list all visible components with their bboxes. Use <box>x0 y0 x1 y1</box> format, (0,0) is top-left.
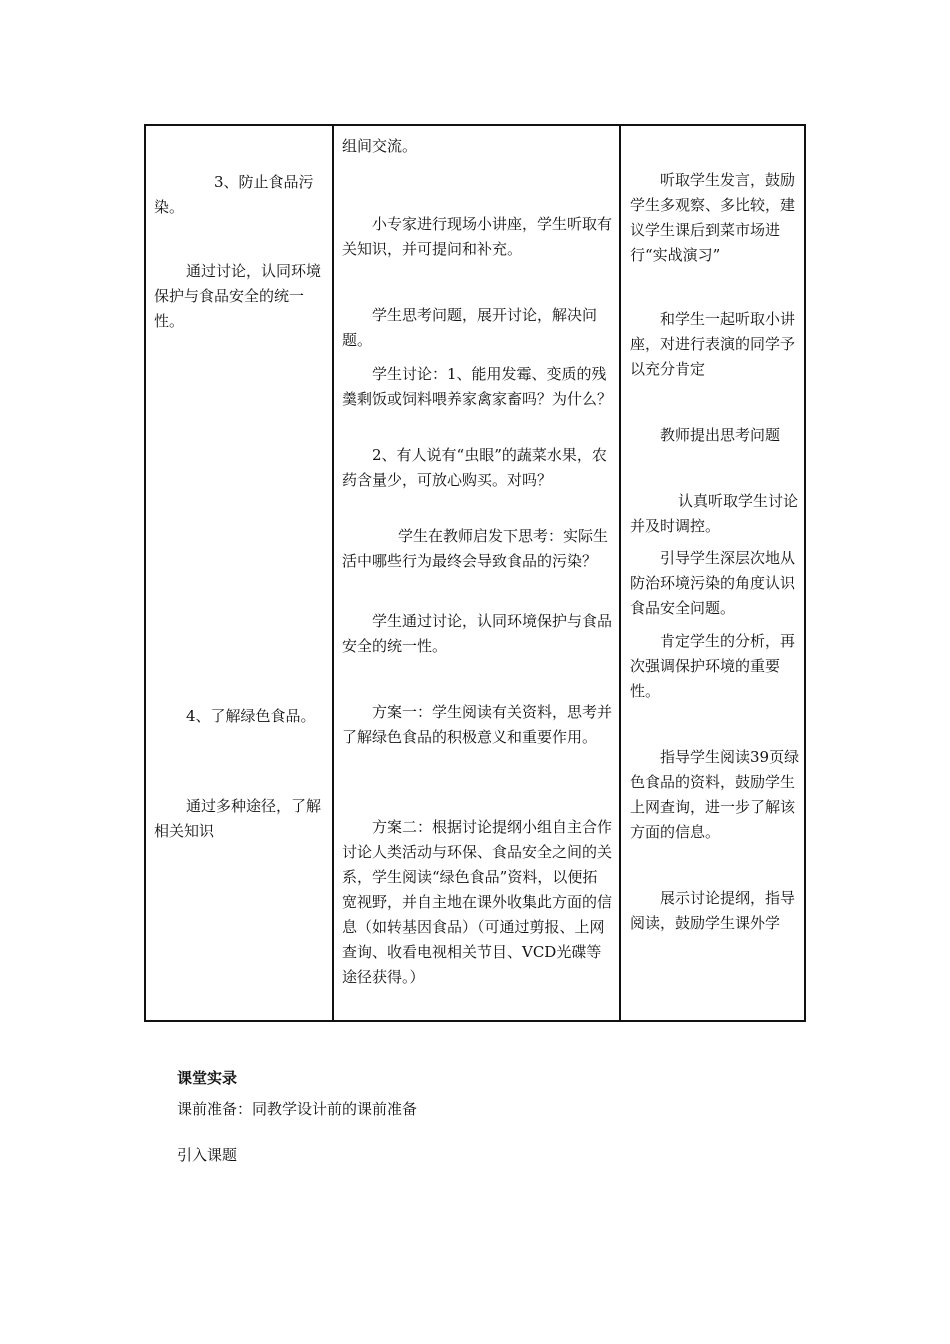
table-divider-1 <box>332 124 334 1022</box>
col3-affirm-analysis: 肯定学生的分析，再次强调保护环境的重要性。 <box>630 632 796 700</box>
item3-goal: 通过讨论，认同环境保护与食品安全的统一性。 <box>154 262 322 330</box>
col3-guide-reading: 指导学生阅读39页绿色食品的资料，鼓励学生上网查询，进一步了解该方面的信息。 <box>630 748 800 841</box>
col3-guide-deep: 引导学生深层次地从防治环境污染的角度认识食品安全问题。 <box>630 549 796 617</box>
col2-expert-lecture: 小专家进行现场小讲座，学生听取有关知识，并可提问和补充。 <box>342 215 613 258</box>
item3-title: 3、防止食品污染。 <box>154 173 314 216</box>
pre-class-preparation: 课前准备：同教学设计前的课前准备 <box>177 1100 418 1118</box>
col3-listen-students: 听取学生发言，鼓励学生多观察、多比较，建议学生课后到菜市场进行“实战演习” <box>630 171 796 264</box>
introduce-topic: 引入课题 <box>177 1146 238 1164</box>
col2-plan-two: 方案二：根据讨论提纲小组自主合作讨论人类活动与环保、食品安全之间的关系，学生阅读“绿色食品”资料，以便拓宽视野，并自主地在课外收集此方面的信息（如转基因食品）（可通过剪报、上网查询、收看电视相关节目、VCD光碟等途径获得。） <box>342 818 613 986</box>
table-divider-2 <box>619 124 621 1022</box>
col2-discussion-q2: 2、有人说有“虫眼”的蔬菜水果，农药含量少，可放心购买。对吗？ <box>342 446 607 489</box>
col3-listen-discussion: 认真听取学生讨论并及时调控。 <box>630 492 799 535</box>
col2-conclusion: 学生通过讨论，认同环境保护与食品安全的统一性。 <box>342 612 613 655</box>
col3-teacher-question: 教师提出思考问题 <box>660 426 781 444</box>
col2-teacher-inspired: 学生在教师启发下思考：实际生活中哪些行为最终会导致食品的污染？ <box>342 527 609 570</box>
item4-goal: 通过多种途径，了解相关知识 <box>154 797 322 840</box>
col2-group-exchange: 组间交流。 <box>342 137 418 155</box>
col2-think-discuss: 学生思考问题，展开讨论，解决问题。 <box>342 306 598 349</box>
col3-show-outline: 展示讨论提纲，指导阅读，鼓励学生课外学 <box>630 889 796 932</box>
col3-listen-lecture: 和学生一起听取小讲座，对进行表演的同学予以充分肯定 <box>630 310 796 378</box>
section-heading: 课堂实录 <box>177 1069 238 1087</box>
col2-plan-one: 方案一：学生阅读有关资料，思考并了解绿色食品的积极意义和重要作用。 <box>342 703 613 746</box>
item4-title: 4、了解绿色食品。 <box>186 707 316 725</box>
col2-discussion-q1: 学生讨论：1、能用发霉、变质的残羹剩饭或饲料喂养家禽家畜吗？为什么？ <box>342 365 613 408</box>
